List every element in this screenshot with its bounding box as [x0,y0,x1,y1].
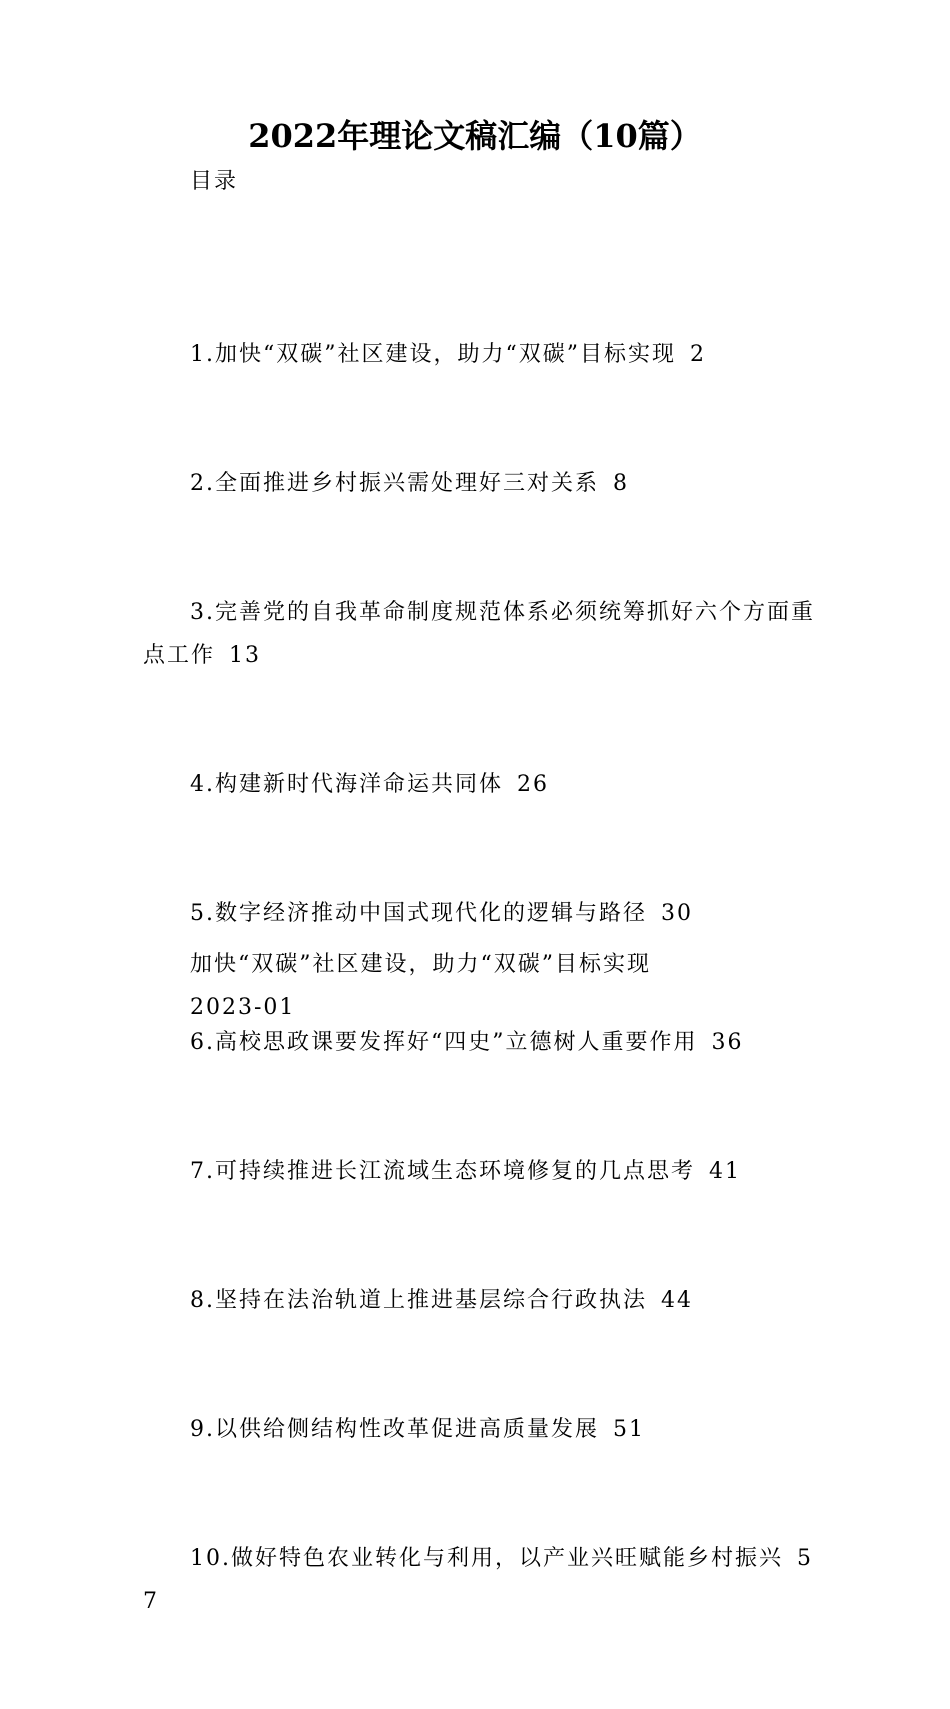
toc-item [143,1537,823,1623]
toc-item [143,763,823,806]
toc-item [143,591,823,677]
toc-item-page: 2 [689,342,706,367]
toc-item-text: 6.高校思政课要发挥好“四史”立德树人重要作用 [190,1030,698,1055]
toc-item-text: 3.完善党的自我革命制度规范体系必须统筹抓好六个方面重点工作 [143,600,815,668]
toc-item-page: 51 [613,1417,645,1442]
document-title: 2022年理论文稿汇编（10篇） [248,117,702,155]
toc-item-page: 41 [709,1159,741,1184]
toc-item [143,1408,823,1451]
toc-item-text: 7.可持续推进长江流域生态环境修复的几点思考 [190,1159,695,1184]
toc-item [143,333,823,376]
toc-item [143,462,823,505]
toc-item [143,1279,823,1322]
toc-item-text: 2.全面推进乡村振兴需处理好三对关系 [190,471,599,496]
toc-item-text: 1.加快“双碳”社区建设，助力“双碳”目标实现 [190,342,676,367]
toc-item-page: 30 [661,901,693,926]
toc-item-page: 13 [229,643,262,668]
toc-item-text: 4.构建新时代海洋命运共同体 [190,772,503,797]
toc-item-text: 8.坚持在法治轨道上推进基层综合行政执法 [190,1288,647,1313]
section-title: 加快“双碳”社区建设，助力“双碳”目标实现 [190,952,651,977]
toc-item [143,892,823,935]
section-date: 2023-01 [190,995,296,1020]
toc-item [143,1150,823,1193]
toc-item-page: 26 [517,772,549,797]
toc-item-text: 10.做好特色农业转化与利用，以产业兴旺赋能乡村振兴 [190,1546,783,1571]
toc-item-page: 44 [661,1288,693,1313]
toc-heading: 目录 [190,169,239,194]
toc-item-page: 36 [711,1030,744,1055]
toc-item-page: 57 [143,1546,813,1614]
toc-item-text: 5.数字经济推动中国式现代化的逻辑与路径 [190,901,647,926]
toc-item-page: 8 [613,471,629,496]
toc-item-text: 9.以供给侧结构性改革促进高质量发展 [190,1417,599,1442]
